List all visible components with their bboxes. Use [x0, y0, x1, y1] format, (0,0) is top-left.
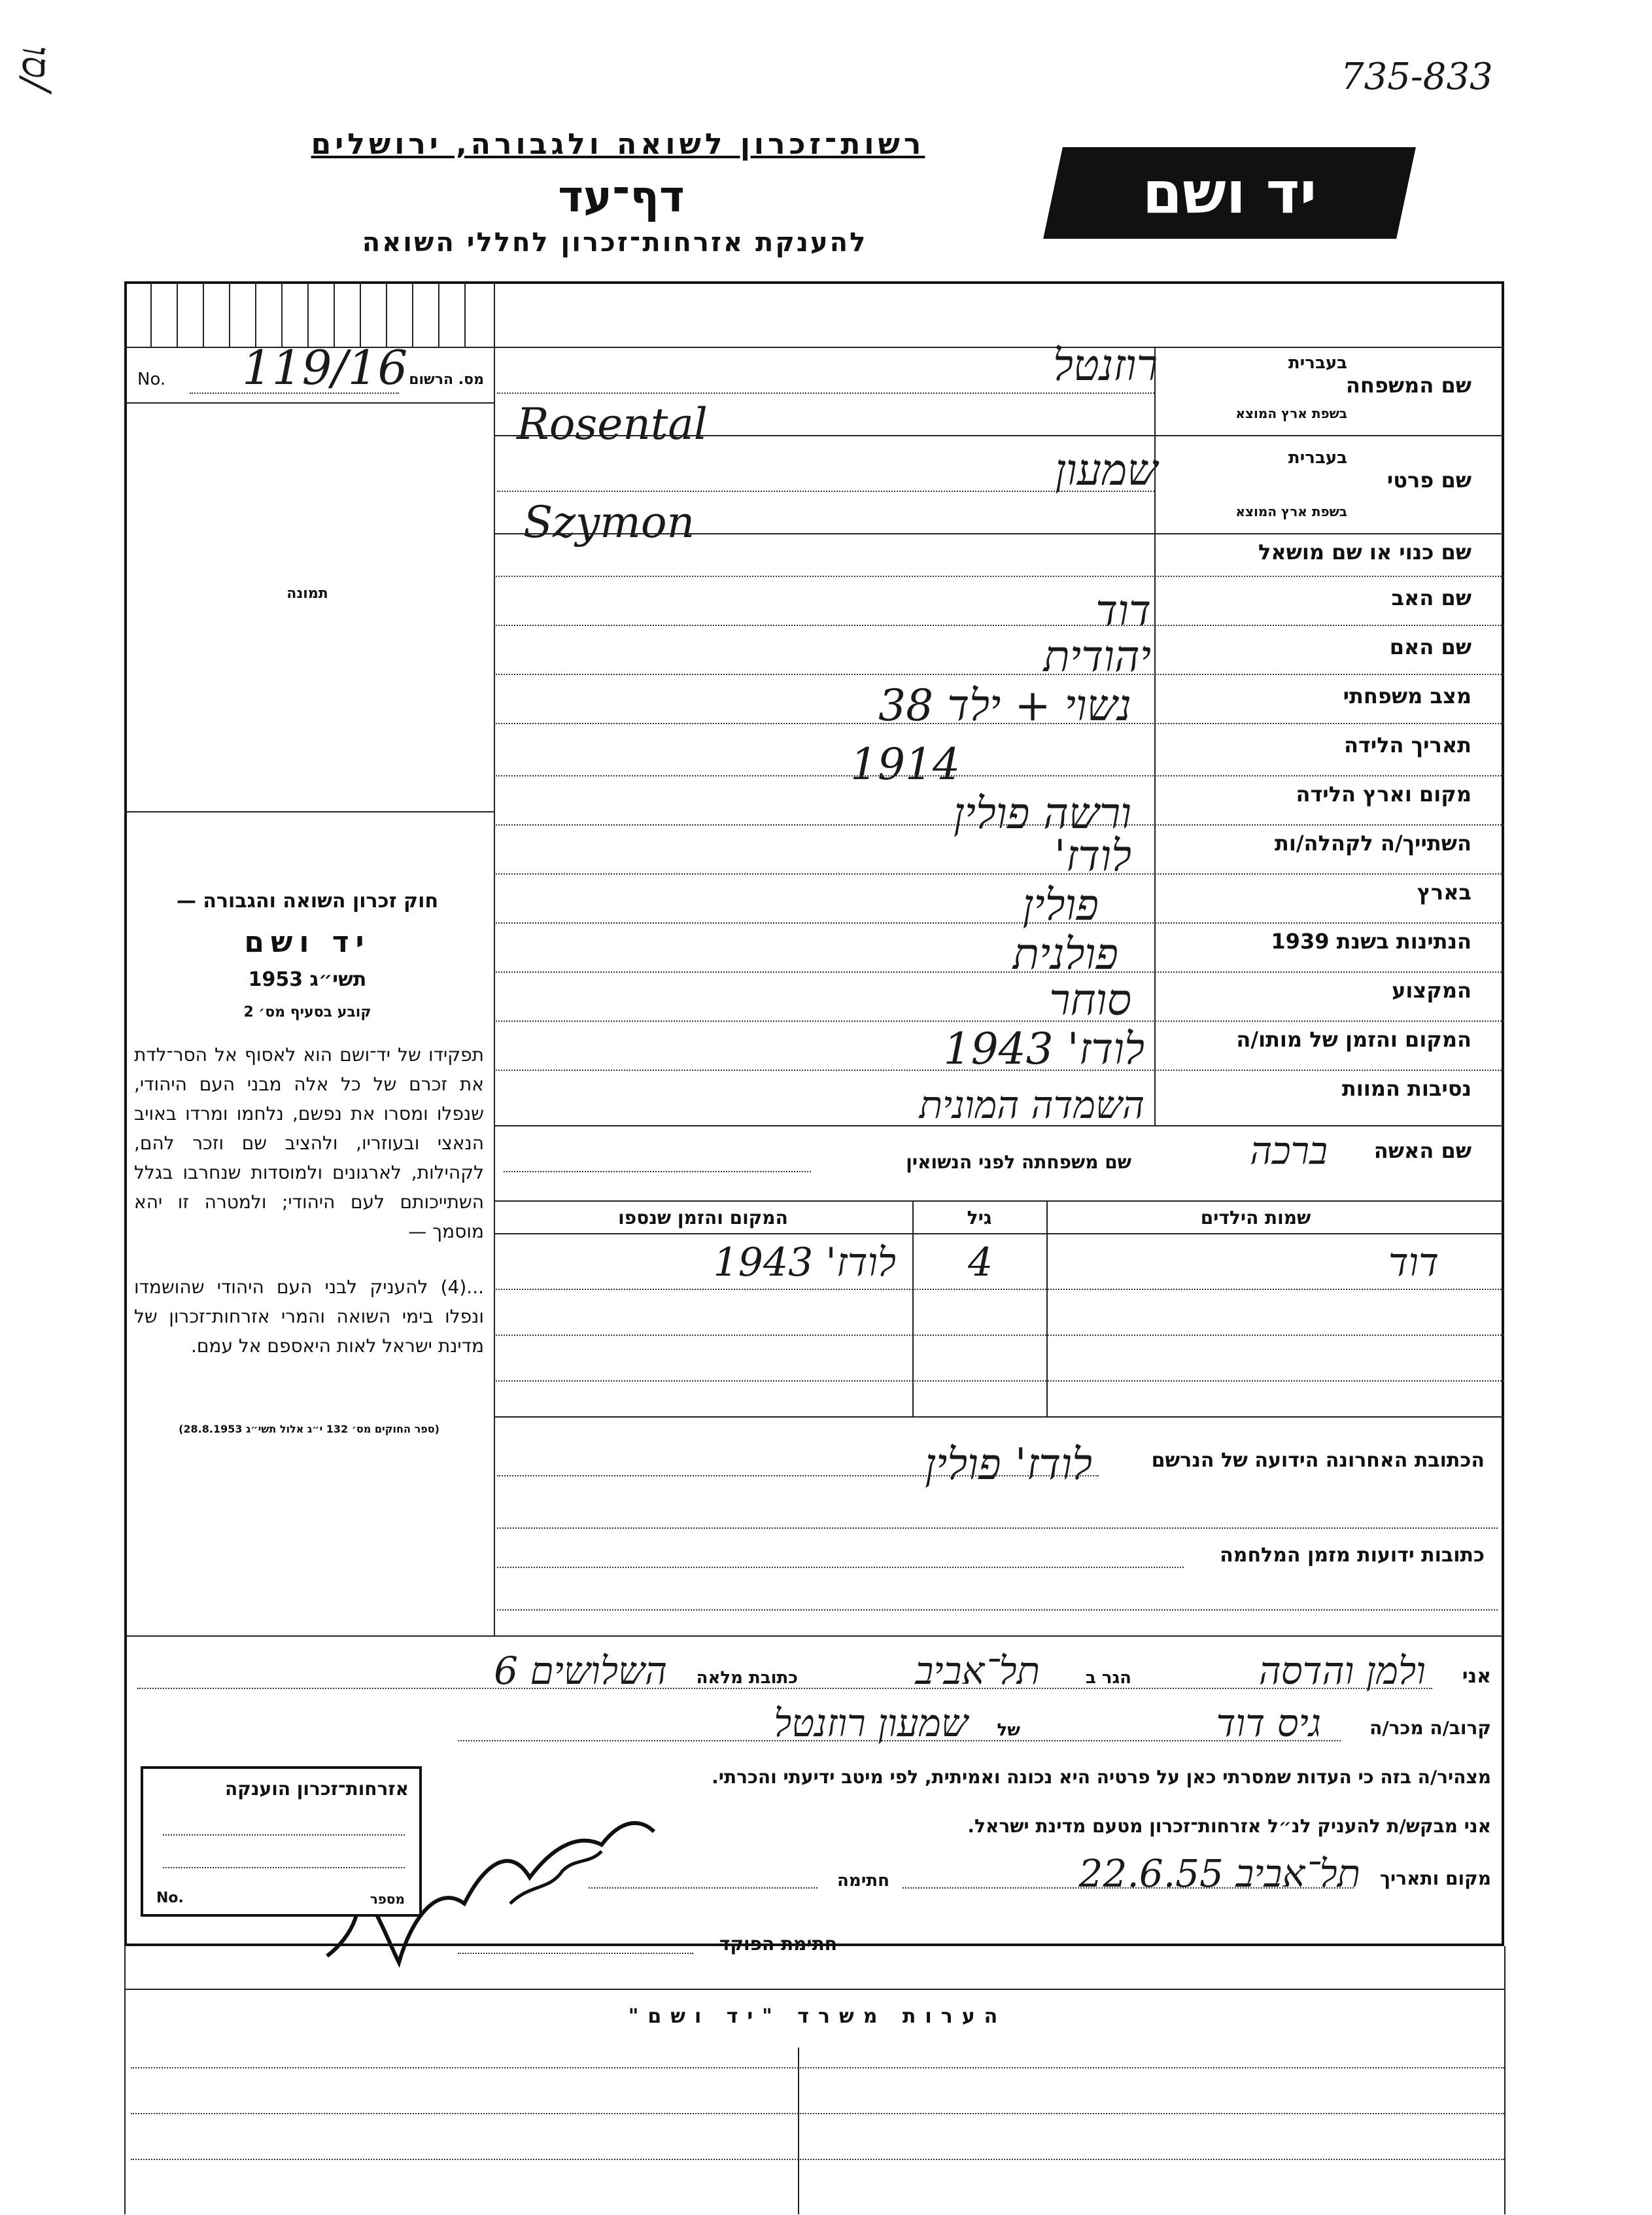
field-surname-sub-origin: בשפת ארץ המוצא	[1235, 406, 1347, 421]
wife-maiden-label: שם משפחתה לפני הנשואין	[906, 1151, 1131, 1173]
field-circumstances-label: נסיבות המוות	[1341, 1076, 1471, 1101]
field-death-value: לודז' 1943	[943, 1024, 1144, 1074]
form-title: דף־עד	[558, 171, 685, 222]
field-community-value: לודז'	[1054, 831, 1131, 881]
field-firstname-value: שמעון	[1055, 445, 1158, 495]
wife-value: ברכה	[1250, 1128, 1328, 1173]
official-signature-label: חתימת הפוקד	[719, 1933, 837, 1955]
field-firstname-label: שם פרטי	[1386, 468, 1471, 493]
field-surname-origin-value: Rosental	[517, 399, 708, 449]
law-source: (ספר החוקים מס׳ 132 י״ג אלול תשי״ג 28.8.1953)	[179, 1423, 439, 1435]
child-1-place-time: לודז' 1943	[713, 1240, 896, 1285]
resident-city: תל־אביב	[915, 1648, 1040, 1693]
law-name: יד ושם	[244, 926, 371, 959]
field-father-label: שם האב	[1391, 585, 1471, 610]
registration-no-label: No.	[137, 370, 166, 389]
law-title: חוק זכרון השואה והגבורה —	[176, 890, 439, 913]
law-paragraph-2: ...(4) להעניק לבני העם היהודי שהושמדו ונפלו בימי השואה והמרי אזרחות־זכרון של מדינת ישראל לאות היאספם אל עמם.	[134, 1276, 484, 1357]
child-1-name: דוד	[1388, 1240, 1439, 1285]
declaration-statement-1: מצהיר/ה בזה כי העדות שמסרתי כאן על פרטיה היא נכונה ואמיתית, לפי מיטב ידיעתי והכרתי.	[712, 1766, 1491, 1788]
relation-value: גיס דוד	[1216, 1701, 1321, 1745]
of-label: של	[997, 1720, 1020, 1740]
full-address-label: כתובת מלאה	[696, 1668, 798, 1688]
field-country-label: בארץ	[1417, 880, 1471, 905]
last-address-label: הכתובת האחרונה הידועה של הנרשם	[1151, 1449, 1485, 1472]
photo-label: תמונה	[286, 585, 328, 602]
certificate-number-label: מספר	[370, 1891, 405, 1907]
field-marital-label: מצב משפחתי	[1343, 684, 1471, 708]
children-header-place-time: המקום והזמן שנספו	[618, 1207, 788, 1229]
registration-number-label: מס. הרשום	[409, 372, 484, 388]
field-surname-value: רוזנטל	[1053, 340, 1158, 391]
war-address-label: כתובות ידועות מזמן המלחמה	[1220, 1544, 1485, 1567]
field-country-value: פולין	[1022, 880, 1099, 930]
signature-label: חתימה	[837, 1871, 889, 1891]
certificate-title: אזרחות־זכרון הוענקה	[225, 1778, 409, 1800]
field-profession-value: סוחר	[1049, 975, 1131, 1025]
law-paragraph-1: תפקידו של יד־ושם הוא לאסוף אל הסר־לדת את זכרם של כל אלה מבני העם היהודי, שנפלו ומסרו את נפשם, נלחמו ומרדו באויב הנאצי ובעוזריו, ולהציב שם וזכר להם, לקהילות, לארגונים ולמוסדות שנחרבו בגלל השתייכותם לעם היהודי; ולמטרה זו יהא מוסמך —	[134, 1044, 484, 1242]
law-clause: קובע בסעיף מס׳ 2	[243, 1004, 371, 1020]
field-father-value: דוד	[1095, 585, 1151, 636]
field-birthplace-value: ורשה פולין	[953, 788, 1131, 839]
field-surname-sub-hebrew: בעברית	[1288, 353, 1347, 373]
declaration-statement-2: אני מבקש/ת להעניק לנ״ל אזרחות־זכרון מטעם מדינת ישראל.	[967, 1815, 1491, 1837]
field-birthdate-value: 1914	[850, 739, 960, 790]
field-mother-value: יהודית	[1043, 631, 1151, 682]
remarks-heading: הערות משרד "יד ושם"	[628, 2005, 1007, 2028]
law-year: תשי״ג 1953	[248, 968, 367, 991]
field-surname-label: שם המשפחה	[1345, 373, 1471, 398]
field-citizenship-value: פולנית	[1012, 929, 1118, 979]
field-profession-label: המקצוע	[1392, 978, 1471, 1003]
field-marital-value: נשוי + ילד 38	[878, 680, 1131, 731]
place-date-value: תל־אביב 22.6.55	[1078, 1851, 1360, 1896]
field-mother-label: שם האם	[1389, 635, 1471, 659]
field-nickname-label: שם כנוי או שם מושאל	[1258, 540, 1471, 565]
field-death-label: המקום והזמן של מותו/ה	[1236, 1027, 1471, 1052]
yad-vashem-logo	[1043, 147, 1416, 239]
certificate-box	[141, 1766, 422, 1917]
last-address-value: לודז' פולין	[925, 1439, 1092, 1490]
corner-note-left: סו/	[13, 46, 59, 92]
children-header-age: גיל	[967, 1207, 992, 1229]
field-circumstances-value: השמדה המונית	[919, 1083, 1144, 1127]
field-firstname-sub-origin: בשפת ארץ המוצא	[1235, 504, 1347, 519]
resident-label: הגר ב	[1085, 1668, 1131, 1688]
certificate-no-label: No.	[156, 1890, 184, 1906]
relative-label: קרוב/ה מכר/ה	[1369, 1717, 1491, 1739]
corner-record-number: 735-833	[1341, 56, 1493, 98]
authority-title: רשות־זכרון לשואה ולגבורה, ירושלים	[311, 128, 925, 161]
field-firstname-sub-hebrew: בעברית	[1288, 448, 1347, 468]
field-firstname-origin-value: Szymon	[523, 497, 695, 548]
children-header-name: שמות הילדים	[1200, 1207, 1311, 1229]
registration-number: 119/16	[242, 340, 408, 395]
child-1-age: 4	[968, 1240, 993, 1285]
field-birthdate-label: תאריך הלידה	[1343, 733, 1471, 758]
declaration-ani: אני	[1462, 1665, 1491, 1688]
field-citizenship-label: הנתינות בשנת 1939	[1271, 929, 1471, 954]
logo-text: יד ושם	[1142, 159, 1317, 226]
form-subtitle: להענקת אזרחות־זכרון לחללי השואה	[362, 228, 868, 258]
field-birthplace-label: מקום וארץ הלידה	[1296, 782, 1471, 807]
of-name: שמעון רוזנטל	[774, 1701, 968, 1745]
field-community-label: השתייך/ה לקהלה/ות	[1274, 831, 1471, 856]
declarant-name: ולמן והדסה	[1258, 1648, 1426, 1693]
full-address-value: השלושים 6	[494, 1648, 667, 1693]
place-date-label: מקום ותאריך	[1379, 1868, 1491, 1889]
wife-label: שם האשה	[1373, 1138, 1471, 1163]
